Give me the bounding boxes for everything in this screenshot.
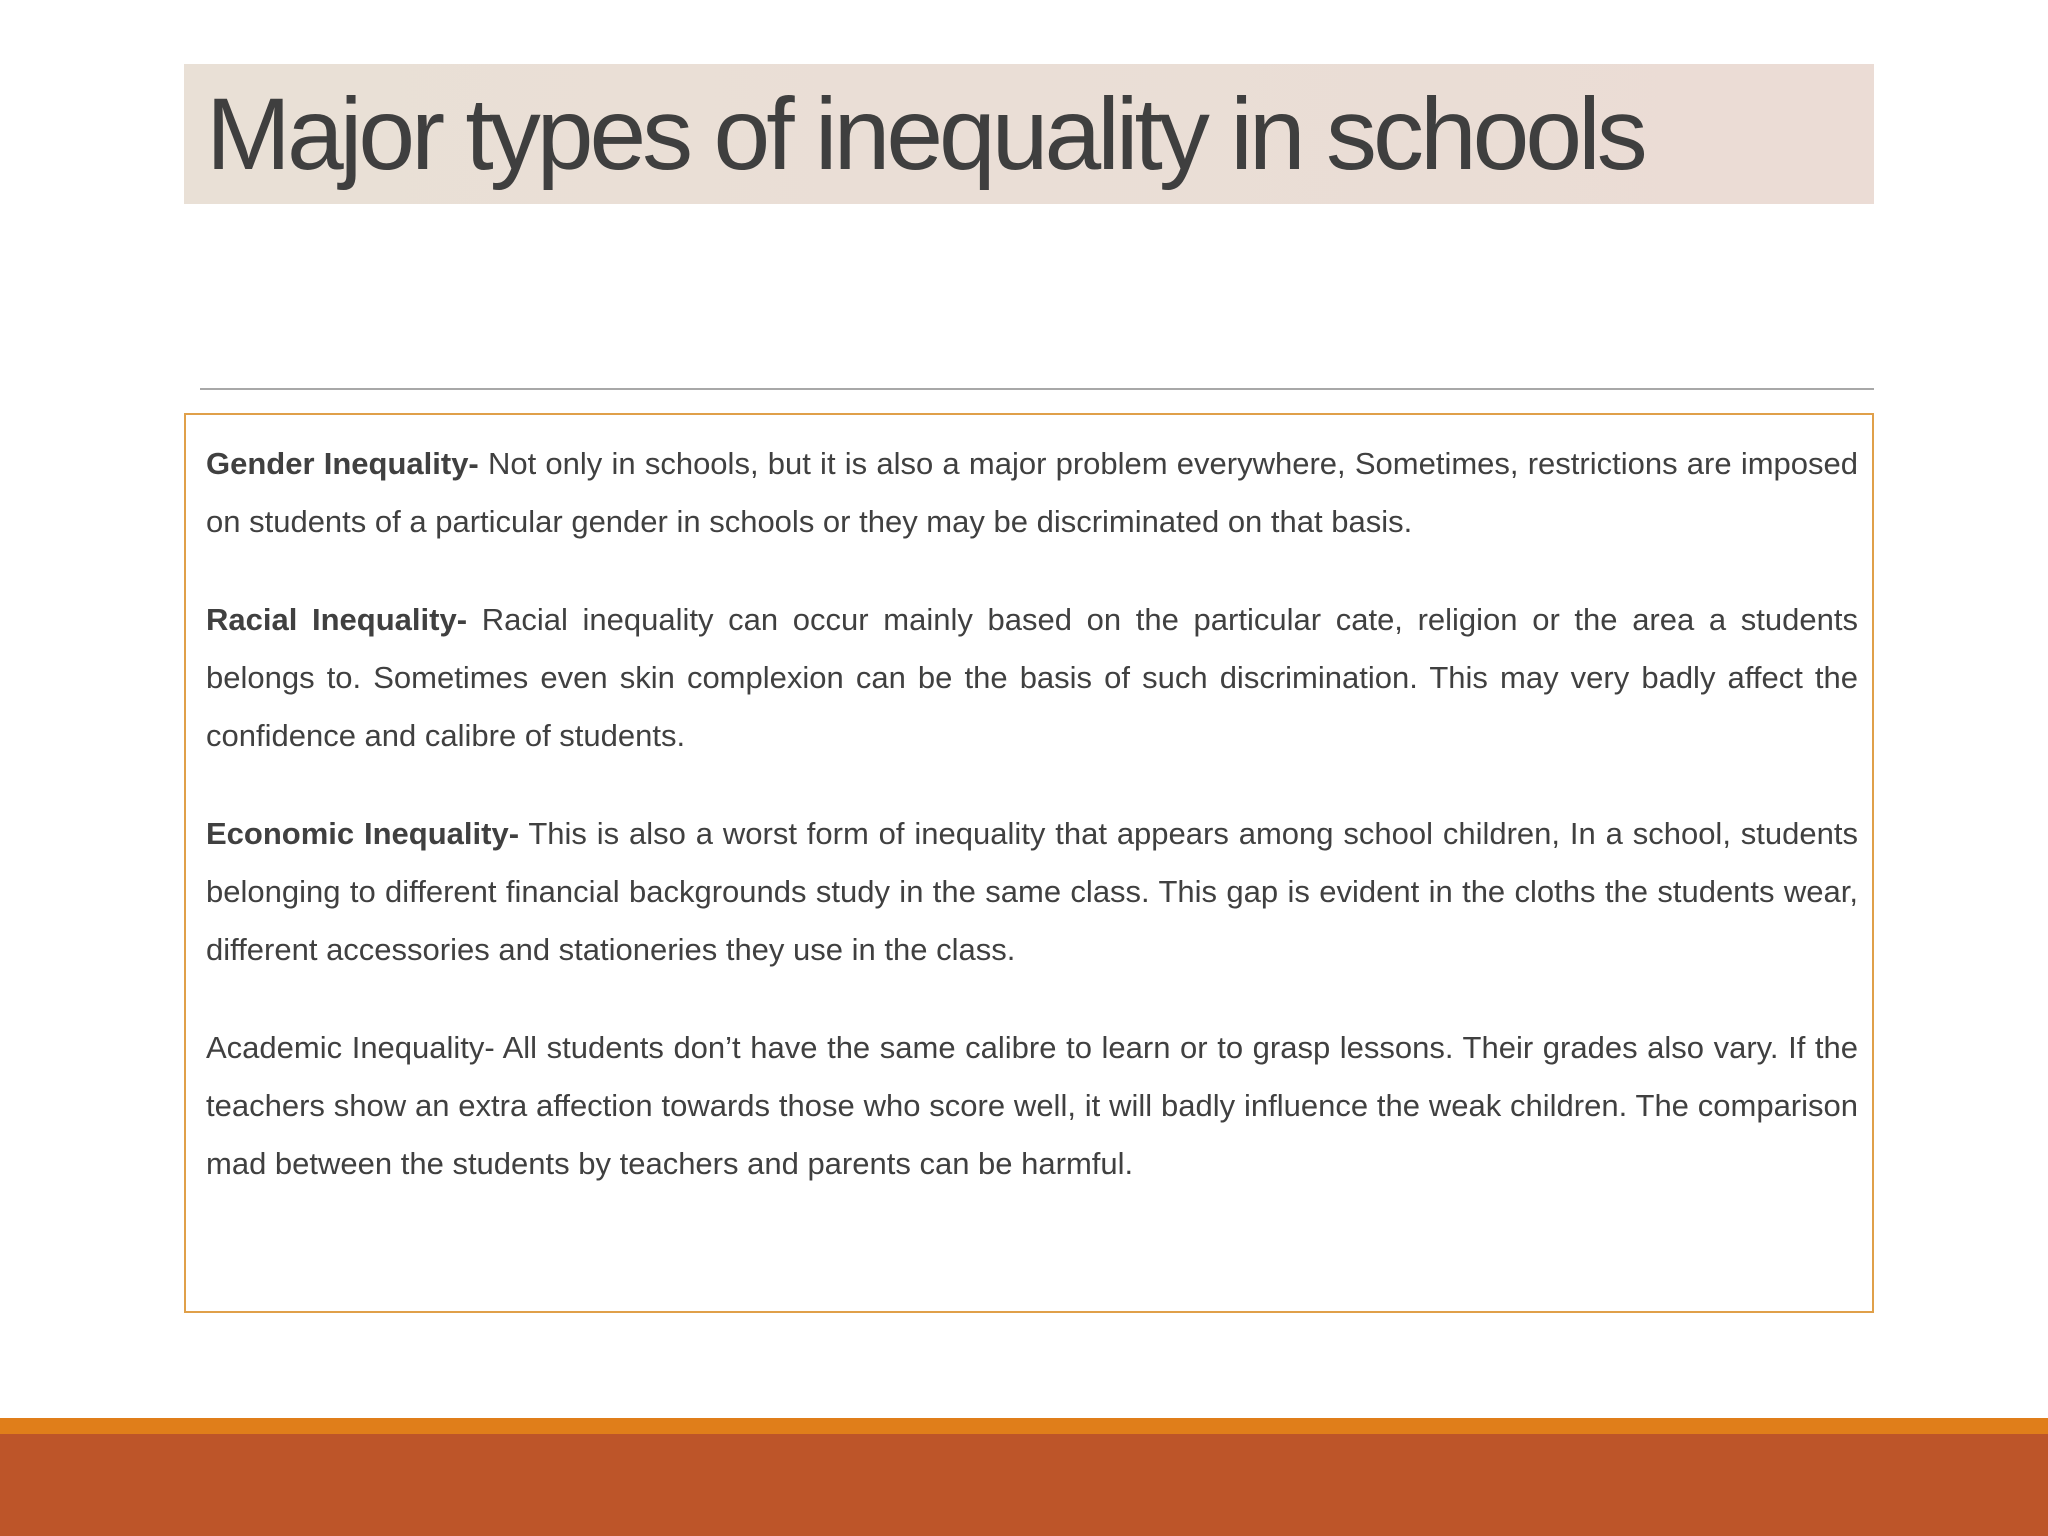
footer-stripe-rust <box>0 1434 2048 1536</box>
paragraph-text: Not only in schools, but it is also a major problem everywhere, Sometimes, restrictions are imposed on students of a particular gender in schools or they may be discriminated on that basis. <box>206 446 1858 539</box>
paragraph-economic-inequality <box>206 805 1858 979</box>
paragraph-gender-inequality <box>206 435 1858 551</box>
paragraph-term: Racial Inequality- <box>206 602 468 637</box>
paragraph-text: All students don’t have the same calibre to learn or to grasp lessons. Their grades also vary. If the teachers show an extra affection towards those who score well, it will badly influence the weak children. The comparison mad between the students by teachers and parents can be harmful. <box>206 1030 1859 1181</box>
paragraph-text: This is also a worst form of inequality that appears among school children, In a school, students belonging to different financial backgrounds study in the same class. This gap is evident in the cloths the students wear, different accessories and stationeries they use in the class. <box>206 816 1858 967</box>
paragraph-academic-inequality <box>206 1019 1858 1193</box>
title-band <box>184 64 1874 204</box>
paragraph-list <box>206 435 1858 1233</box>
paragraph-racial-inequality <box>206 591 1858 765</box>
footer-stripe-orange <box>0 1418 2048 1434</box>
paragraph-term: Economic Inequality- <box>206 816 520 851</box>
title-divider <box>200 388 1874 390</box>
paragraph-text: Racial inequality can occur mainly based on the particular cate, religion or the area a students belongs to. Sometimes even skin complexion can be the basis of such discrimination. This may very badly affect the confidence and calibre of students. <box>206 602 1858 753</box>
slide-title: Major types of inequality in schools <box>206 77 1644 191</box>
paragraph-term: Gender Inequality- <box>206 446 479 481</box>
paragraph-term: Academic Inequality- <box>206 1030 495 1065</box>
content-box <box>184 413 1874 1313</box>
